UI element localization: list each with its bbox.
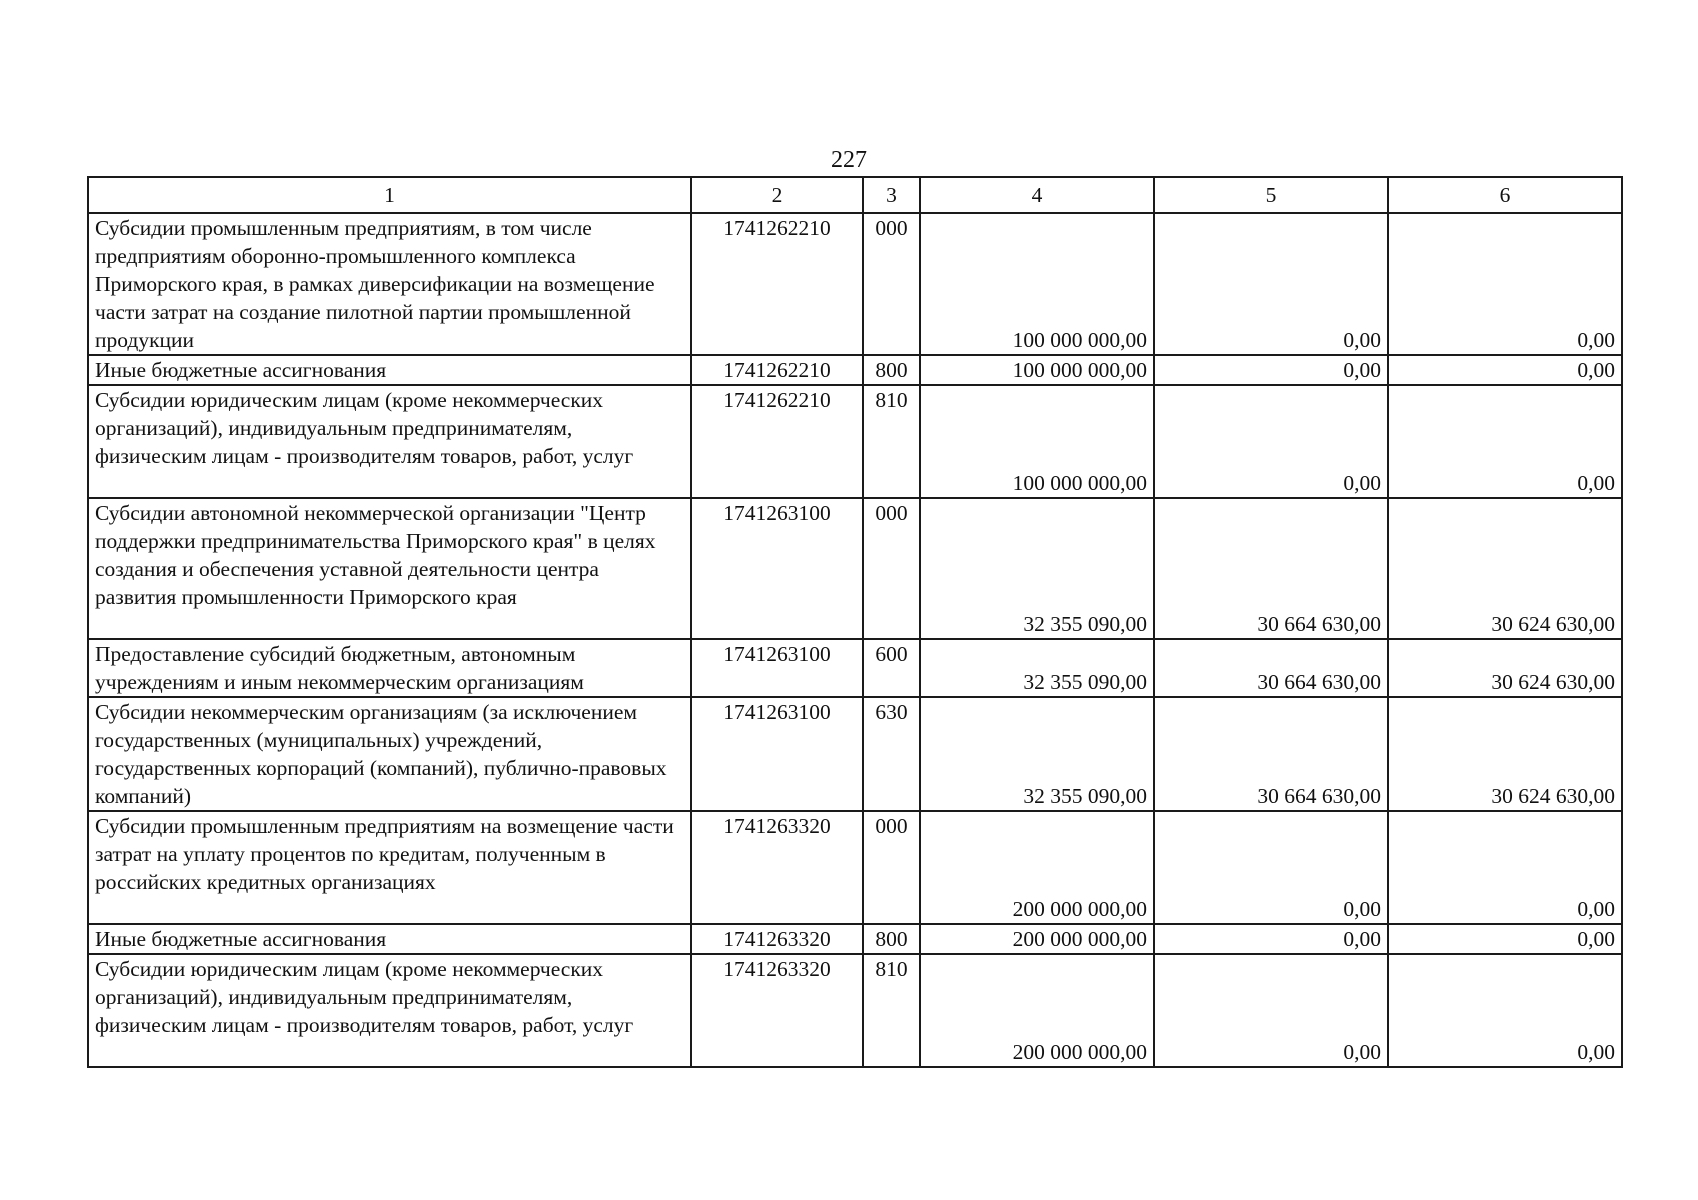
- row-code: 1741263100: [691, 498, 863, 639]
- row-name: Иные бюджетные ассигнования: [88, 355, 691, 385]
- row-name: Субсидии юридическим лицам (кроме некоммерческих организаций), индивидуальным предпринимателям, физическим лицам - производителям товаров, работ, услуг: [88, 954, 691, 1067]
- row-value-4: 32 355 090,00: [920, 697, 1154, 811]
- row-type: 600: [863, 639, 920, 697]
- row-value-4: 32 355 090,00: [920, 498, 1154, 639]
- row-code: 1741263100: [691, 697, 863, 811]
- row-name: Субсидии юридическим лицам (кроме некоммерческих организаций), индивидуальным предпринимателям, физическим лицам - производителям товаров, работ, услуг: [88, 385, 691, 498]
- row-value-5: 0,00: [1154, 924, 1388, 954]
- row-value-6: 0,00: [1388, 924, 1622, 954]
- row-value-6: 30 624 630,00: [1388, 639, 1622, 697]
- row-value-5: 0,00: [1154, 213, 1388, 355]
- table-row: [88, 213, 1622, 355]
- row-name: Предоставление субсидий бюджетным, автономным учреждениям и иным некоммерческим организациям: [88, 639, 691, 697]
- column-header: 6: [1388, 177, 1622, 213]
- row-name: Субсидии промышленным предприятиям на возмещение части затрат на уплату процентов по кредитам, полученным в российских кредитных организациях: [88, 811, 691, 924]
- column-header: 2: [691, 177, 863, 213]
- row-type: 810: [863, 954, 920, 1067]
- row-value-5: 0,00: [1154, 385, 1388, 498]
- table-row: [88, 355, 1622, 385]
- row-value-5: 30 664 630,00: [1154, 498, 1388, 639]
- row-type: 000: [863, 213, 920, 355]
- row-value-4: 32 355 090,00: [920, 639, 1154, 697]
- row-value-6: 30 624 630,00: [1388, 498, 1622, 639]
- row-type: 800: [863, 924, 920, 954]
- row-type: 000: [863, 811, 920, 924]
- row-value-6: 30 624 630,00: [1388, 697, 1622, 811]
- row-value-6: 0,00: [1388, 811, 1622, 924]
- row-value-4: 100 000 000,00: [920, 213, 1154, 355]
- row-value-5: 0,00: [1154, 954, 1388, 1067]
- table-row: [88, 385, 1622, 498]
- column-header: 4: [920, 177, 1154, 213]
- row-name: Субсидии промышленным предприятиям, в том числе предприятиям оборонно-промышленного комплекса Приморского края, в рамках диверсификации на возмещение части затрат на создание пилотной партии промышленной продукции: [88, 213, 691, 355]
- row-type: 800: [863, 355, 920, 385]
- table-row: [88, 697, 1622, 811]
- row-type: 000: [863, 498, 920, 639]
- row-code: 1741262210: [691, 213, 863, 355]
- row-value-6: 0,00: [1388, 385, 1622, 498]
- row-value-5: 30 664 630,00: [1154, 639, 1388, 697]
- column-header: 3: [863, 177, 920, 213]
- row-code: 1741263320: [691, 924, 863, 954]
- row-value-4: 100 000 000,00: [920, 385, 1154, 498]
- row-name: Субсидии некоммерческим организациям (за исключением государственных (муниципальных) учреждений, государственных корпораций (компаний), публично-правовых компаний): [88, 697, 691, 811]
- table-header-row: [88, 177, 1622, 213]
- row-value-6: 0,00: [1388, 954, 1622, 1067]
- row-type: 810: [863, 385, 920, 498]
- row-value-5: 0,00: [1154, 355, 1388, 385]
- table-row: [88, 954, 1622, 1067]
- column-header: 5: [1154, 177, 1388, 213]
- row-name: Иные бюджетные ассигнования: [88, 924, 691, 954]
- row-value-4: 200 000 000,00: [920, 954, 1154, 1067]
- row-type: 630: [863, 697, 920, 811]
- row-value-4: 200 000 000,00: [920, 811, 1154, 924]
- row-code: 1741263100: [691, 639, 863, 697]
- table-row: [88, 498, 1622, 639]
- row-value-4: 200 000 000,00: [920, 924, 1154, 954]
- row-code: 1741263320: [691, 954, 863, 1067]
- budget-table: [87, 176, 1623, 1068]
- row-value-6: 0,00: [1388, 213, 1622, 355]
- row-name: Субсидии автономной некоммерческой организации "Центр поддержки предпринимательства Приморского края" в целях создания и обеспечения уставной деятельности центра развития промышленности Приморского края: [88, 498, 691, 639]
- table-row: [88, 811, 1622, 924]
- row-value-5: 30 664 630,00: [1154, 697, 1388, 811]
- row-value-6: 0,00: [1388, 355, 1622, 385]
- page-number: 227: [831, 147, 867, 173]
- table-row: [88, 639, 1622, 697]
- row-code: 1741262210: [691, 355, 863, 385]
- row-value-5: 0,00: [1154, 811, 1388, 924]
- row-code: 1741263320: [691, 811, 863, 924]
- row-code: 1741262210: [691, 385, 863, 498]
- row-value-4: 100 000 000,00: [920, 355, 1154, 385]
- column-header: 1: [88, 177, 691, 213]
- table-row: [88, 924, 1622, 954]
